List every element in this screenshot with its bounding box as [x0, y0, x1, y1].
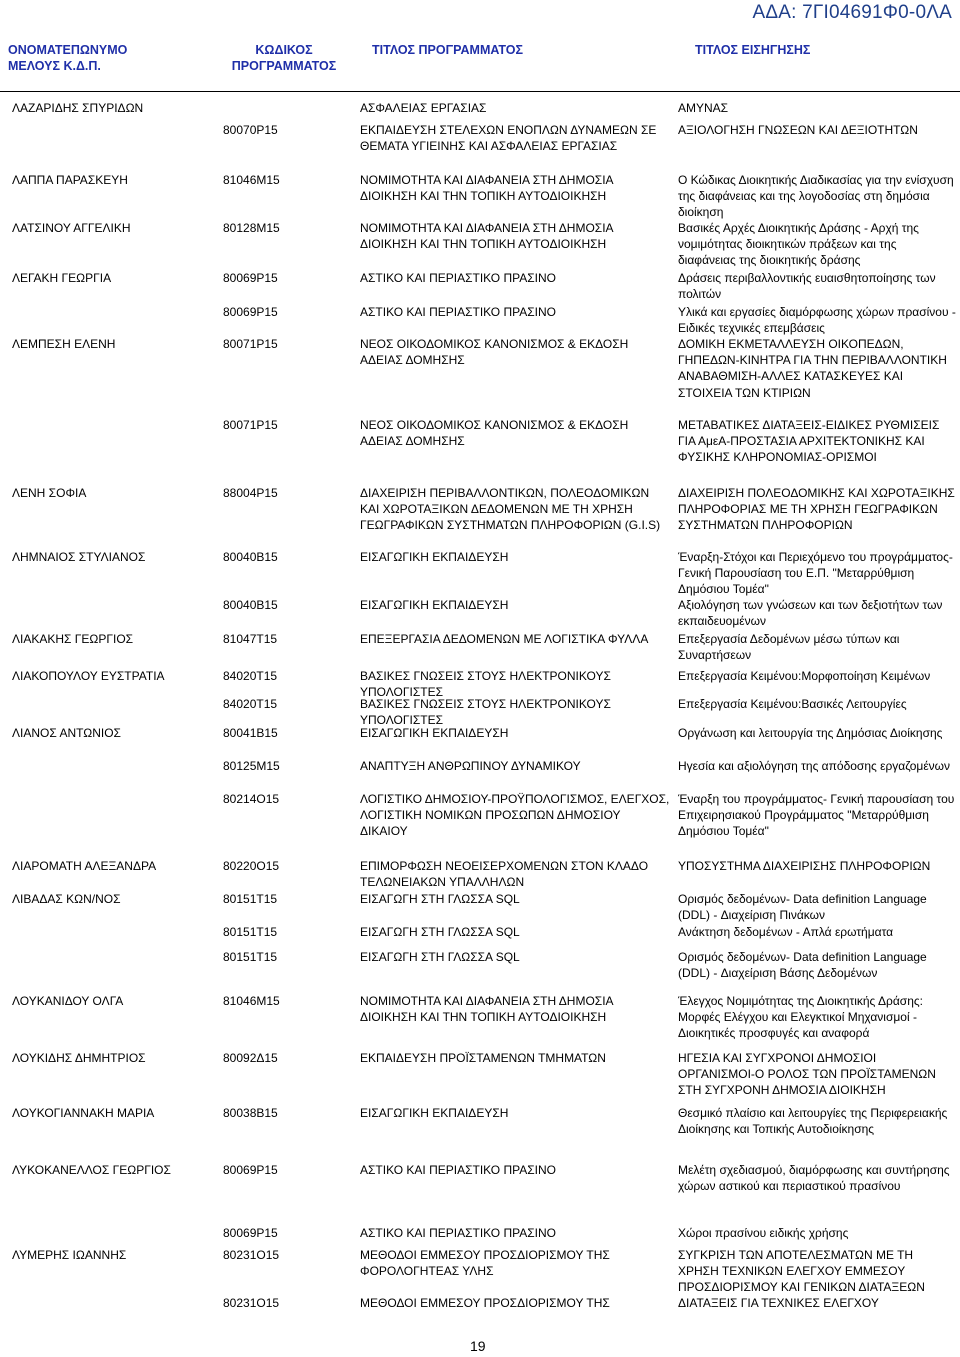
- program-code: 80231Ο15: [223, 1296, 280, 1310]
- table-header: [0, 42, 960, 92]
- program-title: ΑΣΤΙΚΟ ΚΑΙ ΠΕΡΙΑΣΤΙΚΟ ΠΡΑΣΙΝΟ: [360, 305, 556, 319]
- program-code: 80070Ρ15: [223, 123, 278, 137]
- program-code: 80214Ο15: [223, 792, 280, 806]
- program-title: ΕΠΕΞΕΡΓΑΣΙΑ ΔΕΔΟΜΕΝΩΝ ΜΕ ΛΟΓΙΣΤΙΚΑ ΦΥΛΛΑ: [360, 632, 649, 646]
- document-code: ΑΔΑ: 7ΓΙ04691Φ0-0ΛΑ: [752, 2, 952, 23]
- program-code: 80069Ρ15: [223, 1226, 278, 1240]
- lecture-title: ΑΜΥΝΑΣ: [678, 101, 729, 115]
- program-code: 80220Ο15: [223, 859, 280, 873]
- program-title: ΑΣΤΙΚΟ ΚΑΙ ΠΕΡΙΑΣΤΙΚΟ ΠΡΑΣΙΝΟ: [360, 1226, 556, 1240]
- program-code: 80092Δ15: [223, 1051, 278, 1065]
- program-title: ΕΙΣΑΓΩΓΗ ΣΤΗ ΓΛΩΣΣΑ SQL: [360, 892, 520, 906]
- lecture-title: Επεξεργασία Κειμένου:Μορφοποίηση Κειμένων: [678, 669, 931, 683]
- member-name: ΛΕΝΗ ΣΟΦΙΑ: [12, 486, 87, 500]
- member-name: ΛΑΖΑΡΙΔΗΣ ΣΠΥΡΙΔΩΝ: [12, 101, 144, 115]
- program-code: 80151Τ15: [223, 950, 278, 964]
- program-code: 80069Ρ15: [223, 1163, 278, 1177]
- program-title: ΜΕΘΟΔΟΙ ΕΜΜΕΣΟΥ ΠΡΟΣΔΙΟΡΙΣΜΟΥ ΤΗΣ: [360, 1296, 610, 1310]
- program-code: 80041Β15: [223, 726, 278, 740]
- member-name: ΛΟΥΚΙΔΗΣ ΔΗΜΗΤΡΙΟΣ: [12, 1051, 146, 1065]
- header-divider: [0, 91, 960, 92]
- lecture-title: ΥΠΟΣΥΣΤΗΜΑ ΔΙΑΧΕΙΡΙΣΗΣ ΠΛΗΡΟΦΟΡΙΩΝ: [678, 859, 931, 873]
- member-name: ΛΟΥΚΑΝΙΔΟΥ ΟΛΓΑ: [12, 994, 124, 1008]
- lecture-title: ΔΟΜΙΚΗ ΕΚΜΕΤΑΛΛΕΥΣΗ ΟΙΚΟΠΕΔΩΝ, ΓΗΠΕΔΩΝ-ΚΙΝΗΤΡΑ ΓΙΑ ΤΗΝ ΠΕΡΙΒΑΛΛΟΝΤΙΚΗ ΑΝΑΒΑΘΜΙΣΗ-ΑΛΛΕΣ ΚΑΤΑΣΚΕΥΕΣ ΚΑΙ ΣΤΟΙΧΕΙΑ ΤΩΝ ΚΤΙΡΙΩΝ: [678, 337, 947, 400]
- program-title: ΑΣΦΑΛΕΙΑΣ ΕΡΓΑΣΙΑΣ: [360, 101, 487, 115]
- program-code: 80038Β15: [223, 1106, 278, 1120]
- program-title: ΕΚΠΑΙΔΕΥΣΗ ΣΤΕΛΕΧΩΝ ΕΝΟΠΛΩΝ ΔΥΝΑΜΕΩΝ ΣΕ ΘΕΜΑΤΑ ΥΓΙΕΙΝΗΣ ΚΑΙ ΑΣΦΑΛΕΙΑΣ ΕΡΓΑΣΙΑΣ: [360, 123, 657, 154]
- program-code: 84020Τ15: [223, 697, 278, 711]
- program-title: ΕΙΣΑΓΩΓΗ ΣΤΗ ΓΛΩΣΣΑ SQL: [360, 950, 520, 964]
- program-title: ΒΑΣΙΚΕΣ ΓΝΩΣΕΙΣ ΣΤΟΥΣ ΗΛΕΚΤΡΟΝΙΚΟΥΣ ΥΠΟΛΟΓΙΣΤΕΣ: [360, 697, 611, 728]
- lecture-title: Υλικά και εργασίες διαμόρφωσης χώρων πρασίνου - Ειδικές τεχνικές επεμβάσεις: [678, 305, 956, 336]
- lecture-title: Χώροι πρασίνου ειδικής χρήσης: [678, 1226, 849, 1240]
- program-title: ΑΣΤΙΚΟ ΚΑΙ ΠΕΡΙΑΣΤΙΚΟ ΠΡΑΣΙΝΟ: [360, 1163, 556, 1177]
- lecture-title: Έναρξη του προγράμματος- Γενική παρουσίαση του Επιχειρησιακού Προγράμματος "Μεταρρύθμιση Δημόσιου Τομέα": [678, 792, 955, 839]
- lecture-title: ΣΥΓΚΡΙΣΗ ΤΩΝ ΑΠΟΤΕΛΕΣΜΑΤΩΝ ΜΕ ΤΗ ΧΡΗΣΗ ΤΕΧΝΙΚΩΝ ΕΛΕΓΧΟΥ ΕΜΜΕΣΟΥ ΠΡΟΣΔΙΟΡΙΣΜΟΥ ΚΑΙ ΓΕΝΙΚΩΝ ΔΙΑΤΑΞΕΩΝ: [678, 1248, 925, 1295]
- program-title: ΕΙΣΑΓΩΓΙΚΗ ΕΚΠΑΙΔΕΥΣΗ: [360, 726, 509, 740]
- program-title: ΝΕΟΣ ΟΙΚΟΔΟΜΙΚΟΣ ΚΑΝΟΝΙΣΜΟΣ & ΕΚΔΟΣΗ ΑΔΕΙΑΣ ΔΟΜΗΣΗΣ: [360, 337, 629, 368]
- member-name: ΛΥΜΕΡΗΣ ΙΩΑΝΝΗΣ: [12, 1248, 127, 1262]
- lecture-title: Αξιολόγηση των γνώσεων και των δεξιοτήτων των εκπαιδευομένων: [678, 598, 943, 629]
- program-title: ΝΟΜΙΜΟΤΗΤΑ ΚΑΙ ΔΙΑΦΑΝΕΙΑ ΣΤΗ ΔΗΜΟΣΙΑ ΔΙΟΙΚΗΣΗ ΚΑΙ ΤΗΝ ΤΟΠΙΚΗ ΑΥΤΟΔΙΟΙΚΗΣΗ: [360, 173, 613, 204]
- program-code: 80069Ρ15: [223, 271, 278, 285]
- program-code: 88004Ρ15: [223, 486, 278, 500]
- program-title: ΕΙΣΑΓΩΓΙΚΗ ΕΚΠΑΙΔΕΥΣΗ: [360, 550, 509, 564]
- page-number: 19: [470, 1338, 486, 1354]
- program-title: ΕΚΠΑΙΔΕΥΣΗ ΠΡΟΪΣΤΑΜΕΝΩΝ ΤΜΗΜΑΤΩΝ: [360, 1051, 606, 1065]
- member-name: ΛΙΑΡΟΜΑΤΗ ΑΛΕΞΑΝΔΡΑ: [12, 859, 157, 873]
- lecture-title: Ορισμός δεδομένων- Data definition Language (DDL) - Διαχείριση Πινάκων: [678, 892, 927, 923]
- lecture-title: ΑΞΙΟΛΟΓΗΣΗ ΓΝΩΣΕΩΝ ΚΑΙ ΔΕΞΙΟΤΗΤΩΝ: [678, 123, 918, 137]
- program-title: ΒΑΣΙΚΕΣ ΓΝΩΣΕΙΣ ΣΤΟΥΣ ΗΛΕΚΤΡΟΝΙΚΟΥΣ ΥΠΟΛΟΓΙΣΤΕΣ: [360, 669, 611, 700]
- lecture-title: Δράσεις περιβαλλοντικής ευαισθητοποίησης των πολιτών: [678, 271, 936, 302]
- program-code: 80040Β15: [223, 550, 278, 564]
- lecture-title: Ο Κώδικας Διοικητικής Διαδικασίας για την ενίσχυση της διαφάνειας και της λογοδοσίας στη δημόσια διοίκηση: [678, 173, 954, 220]
- program-title: ΝΟΜΙΜΟΤΗΤΑ ΚΑΙ ΔΙΑΦΑΝΕΙΑ ΣΤΗ ΔΗΜΟΣΙΑ ΔΙΟΙΚΗΣΗ ΚΑΙ ΤΗΝ ΤΟΠΙΚΗ ΑΥΤΟΔΙΟΙΚΗΣΗ: [360, 994, 613, 1025]
- lecture-title: Έναρξη-Στόχοι και Περιεχόμενο του προγράμματος-Γενική Παρουσίαση του Ε.Π. "Μεταρρύθμιση Δημόσιου Τομέα": [678, 550, 953, 597]
- program-code: 84020Τ15: [223, 669, 278, 683]
- lecture-title: ΗΓΕΣΙΑ ΚΑΙ ΣΥΓΧΡΟΝΟΙ ΔΗΜΟΣΙΟΙ ΟΡΓΑΝΙΣΜΟΙ-Ο ΡΟΛΟΣ ΤΩΝ ΠΡΟΪΣΤΑΜΕΝΩΝ ΣΤΗ ΣΥΓΧΡΟΝΗ ΔΗΜΟΣΙΑ ΔΙΟΙΚΗΣΗ: [678, 1051, 936, 1098]
- lecture-title: Ορισμός δεδομένων- Data definition Language (DDL) - Διαχείριση Βάσης Δεδομένων: [678, 950, 927, 981]
- header-lecture: ΤΙΤΛΟΣ ΕΙΣΗΓΗΣΗΣ: [695, 43, 811, 57]
- header-program: ΤΙΤΛΟΣ ΠΡΟΓΡΑΜΜΑΤΟΣ: [372, 43, 524, 57]
- lecture-title: ΜΕΤΑΒΑΤΙΚΕΣ ΔΙΑΤΑΞΕΙΣ-ΕΙΔΙΚΕΣ ΡΥΘΜΙΣΕΙΣ ΓΙΑ ΑμεΑ-ΠΡΟΣΤΑΣΙΑ ΑΡΧΙΤΕΚΤΟΝΙΚΗΣ ΚΑΙ ΦΥΣΙΚΗΣ ΚΛΗΡΟΝΟΜΙΑΣ-ΟΡΙΣΜΟΙ: [678, 418, 940, 465]
- lecture-title: Ηγεσία και αξιολόγηση της απόδοσης εργαζομένων: [678, 759, 951, 773]
- lecture-title: Οργάνωση και λειτουργία της Δημόσιας Διοίκησης: [678, 726, 943, 740]
- member-name: ΛΙΑΚΟΠΟΥΛΟΥ ΕΥΣΤΡΑΤΙΑ: [12, 669, 165, 683]
- header-code: ΚΩΔΙΚΟΣ ΠΡΟΓΡΑΜΜΑΤΟΣ: [231, 43, 337, 73]
- member-name: ΛΙΑΝΟΣ ΑΝΤΩΝΙΟΣ: [12, 726, 121, 740]
- program-code: 80151Τ15: [223, 925, 278, 939]
- program-code: 80128Μ15: [223, 221, 280, 235]
- member-name: ΛΕΜΠΕΣΗ ΕΛΕΝΗ: [12, 337, 116, 351]
- program-code: 80151Τ15: [223, 892, 278, 906]
- member-name: ΛΕΓΑΚΗ ΓΕΩΡΓΙΑ: [12, 271, 112, 285]
- program-code: 81046Μ15: [223, 173, 280, 187]
- program-code: 80125Μ15: [223, 759, 280, 773]
- program-title: ΝΟΜΙΜΟΤΗΤΑ ΚΑΙ ΔΙΑΦΑΝΕΙΑ ΣΤΗ ΔΗΜΟΣΙΑ ΔΙΟΙΚΗΣΗ ΚΑΙ ΤΗΝ ΤΟΠΙΚΗ ΑΥΤΟΔΙΟΙΚΗΣΗ: [360, 221, 613, 252]
- program-code: 80071Ρ15: [223, 418, 278, 432]
- lecture-title: Ανάκτηση δεδομένων - Απλά ερωτήματα: [678, 925, 894, 939]
- lecture-title: Επεξεργασία Δεδομένων μέσω τύπων και Συναρτήσεων: [678, 632, 900, 663]
- header-name: ΟΝΟΜΑΤΕΠΩΝΥΜΟ ΜΕΛΟΥΣ Κ.Δ.Π.: [8, 43, 128, 73]
- program-title: ΑΝΑΠΤΥΞΗ ΑΝΘΡΩΠΙΝΟΥ ΔΥΝΑΜΙΚΟΥ: [360, 759, 581, 773]
- lecture-title: Μελέτη σχεδιασμού, διαμόρφωσης και συντήρησης χώρων αστικού και περιαστικού πρασίνου: [678, 1163, 950, 1194]
- lecture-title: ΔΙΑΧΕΙΡΙΣΗ ΠΟΛΕΟΔΟΜΙΚΗΣ ΚΑΙ ΧΩΡΟΤΑΞΙΚΗΣ ΠΛΗΡΟΦΟΡΙΑΣ ΜΕ ΤΗ ΧΡΗΣΗ ΓΕΩΓΡΑΦΙΚΩΝ ΣΥΣΤΗΜΑΤΩΝ ΠΛΗΡΟΦΟΡΙΩΝ: [678, 486, 955, 533]
- program-title: ΑΣΤΙΚΟ ΚΑΙ ΠΕΡΙΑΣΤΙΚΟ ΠΡΑΣΙΝΟ: [360, 271, 556, 285]
- member-name: ΛΥΚΟΚΑΝΕΛΛΟΣ ΓΕΩΡΓΙΟΣ: [12, 1163, 171, 1177]
- program-code: 81046Μ15: [223, 994, 280, 1008]
- lecture-title: Βασικές Αρχές Διοικητικής Δράσης - Αρχή της νομιμότητας διοικητικών πράξεων και της διαφάνειας της διοικητικής δράσης: [678, 221, 919, 268]
- program-code: 80040Β15: [223, 598, 278, 612]
- program-code: 80231Ο15: [223, 1248, 280, 1262]
- member-name: ΛΙΒΑΔΑΣ ΚΩΝ/ΝΟΣ: [12, 892, 121, 906]
- program-title: ΛΟΓΙΣΤΙΚΟ ΔΗΜΟΣΙΟΥ-ΠΡΟΫΠΟΛΟΓΙΣΜΟΣ, ΕΛΕΓΧΟΣ, ΛΟΓΙΣΤΙΚΗ ΝΟΜΙΚΩΝ ΠΡΟΣΩΠΩΝ ΔΗΜΟΣΙΟΥ ΔΙΚΑΙΟΥ: [360, 792, 670, 839]
- program-code: 80069Ρ15: [223, 305, 278, 319]
- program-title: ΕΙΣΑΓΩΓΗ ΣΤΗ ΓΛΩΣΣΑ SQL: [360, 925, 520, 939]
- program-code: 81047Τ15: [223, 632, 278, 646]
- program-title: ΕΙΣΑΓΩΓΙΚΗ ΕΚΠΑΙΔΕΥΣΗ: [360, 598, 509, 612]
- member-name: ΛΑΠΠΑ ΠΑΡΑΣΚΕΥΗ: [12, 173, 128, 187]
- program-title: ΜΕΘΟΔΟΙ ΕΜΜΕΣΟΥ ΠΡΟΣΔΙΟΡΙΣΜΟΥ ΤΗΣ ΦΟΡΟΛΟΓΗΤΕΑΣ ΥΛΗΣ: [360, 1248, 610, 1279]
- lecture-title: Έλεγχος Νομιμότητας της Διοικητικής Δράσης: Μορφές Ελέγχου και Ελεγκτικοί Μηχανισμοί - Διοικητικές προσφυγές και αναφορά: [678, 994, 923, 1041]
- lecture-title: Επεξεργασία Κειμένου:Βασικές Λειτουργίες: [678, 697, 907, 711]
- program-code: 80071Ρ15: [223, 337, 278, 351]
- member-name: ΛΑΤΣΙΝΟΥ ΑΓΓΕΛΙΚΗ: [12, 221, 131, 235]
- lecture-title: ΔΙΑΤΑΞΕΙΣ ΓΙΑ ΤΕΧΝΙΚΕΣ ΕΛΕΓΧΟΥ: [678, 1296, 879, 1310]
- member-name: ΛΙΑΚΑΚΗΣ ΓΕΩΡΓΙΟΣ: [12, 632, 134, 646]
- program-title: ΕΠΙΜΟΡΦΩΣΗ ΝΕΟΕΙΣΕΡΧΟΜΕΝΩΝ ΣΤΟΝ ΚΛΑΔΟ ΤΕΛΩΝΕΙΑΚΩΝ ΥΠΑΛΛΗΛΩΝ: [360, 859, 649, 890]
- member-name: ΛΟΥΚΟΓΙΑΝΝΑΚΗ ΜΑΡΙΑ: [12, 1106, 155, 1120]
- program-title: ΝΕΟΣ ΟΙΚΟΔΟΜΙΚΟΣ ΚΑΝΟΝΙΣΜΟΣ & ΕΚΔΟΣΗ ΑΔΕΙΑΣ ΔΟΜΗΣΗΣ: [360, 418, 629, 449]
- lecture-title: Θεσμικό πλαίσιο και λειτουργίες της Περιφερειακής Διοίκησης και Τοπικής Αυτοδιοίκησης: [678, 1106, 948, 1137]
- program-title: ΔΙΑΧΕΙΡΙΣΗ ΠΕΡΙΒΑΛΛΟΝΤΙΚΩΝ, ΠΟΛΕΟΔΟΜΙΚΩΝ ΚΑΙ ΧΩΡΟΤΑΞΙΚΩΝ ΔΕΔΟΜΕΝΩΝ ΜΕ ΤΗ ΧΡΗΣΗ ΓΕΩΓΡΑΦΙΚΩΝ ΣΥΣΤΗΜΑΤΩΝ ΠΛΗΡΟΦΟΡΙΩΝ (G.I.S): [360, 486, 661, 533]
- program-title: ΕΙΣΑΓΩΓΙΚΗ ΕΚΠΑΙΔΕΥΣΗ: [360, 1106, 509, 1120]
- member-name: ΛΗΜΝΑΙΟΣ ΣΤΥΛΙΑΝΟΣ: [12, 550, 146, 564]
